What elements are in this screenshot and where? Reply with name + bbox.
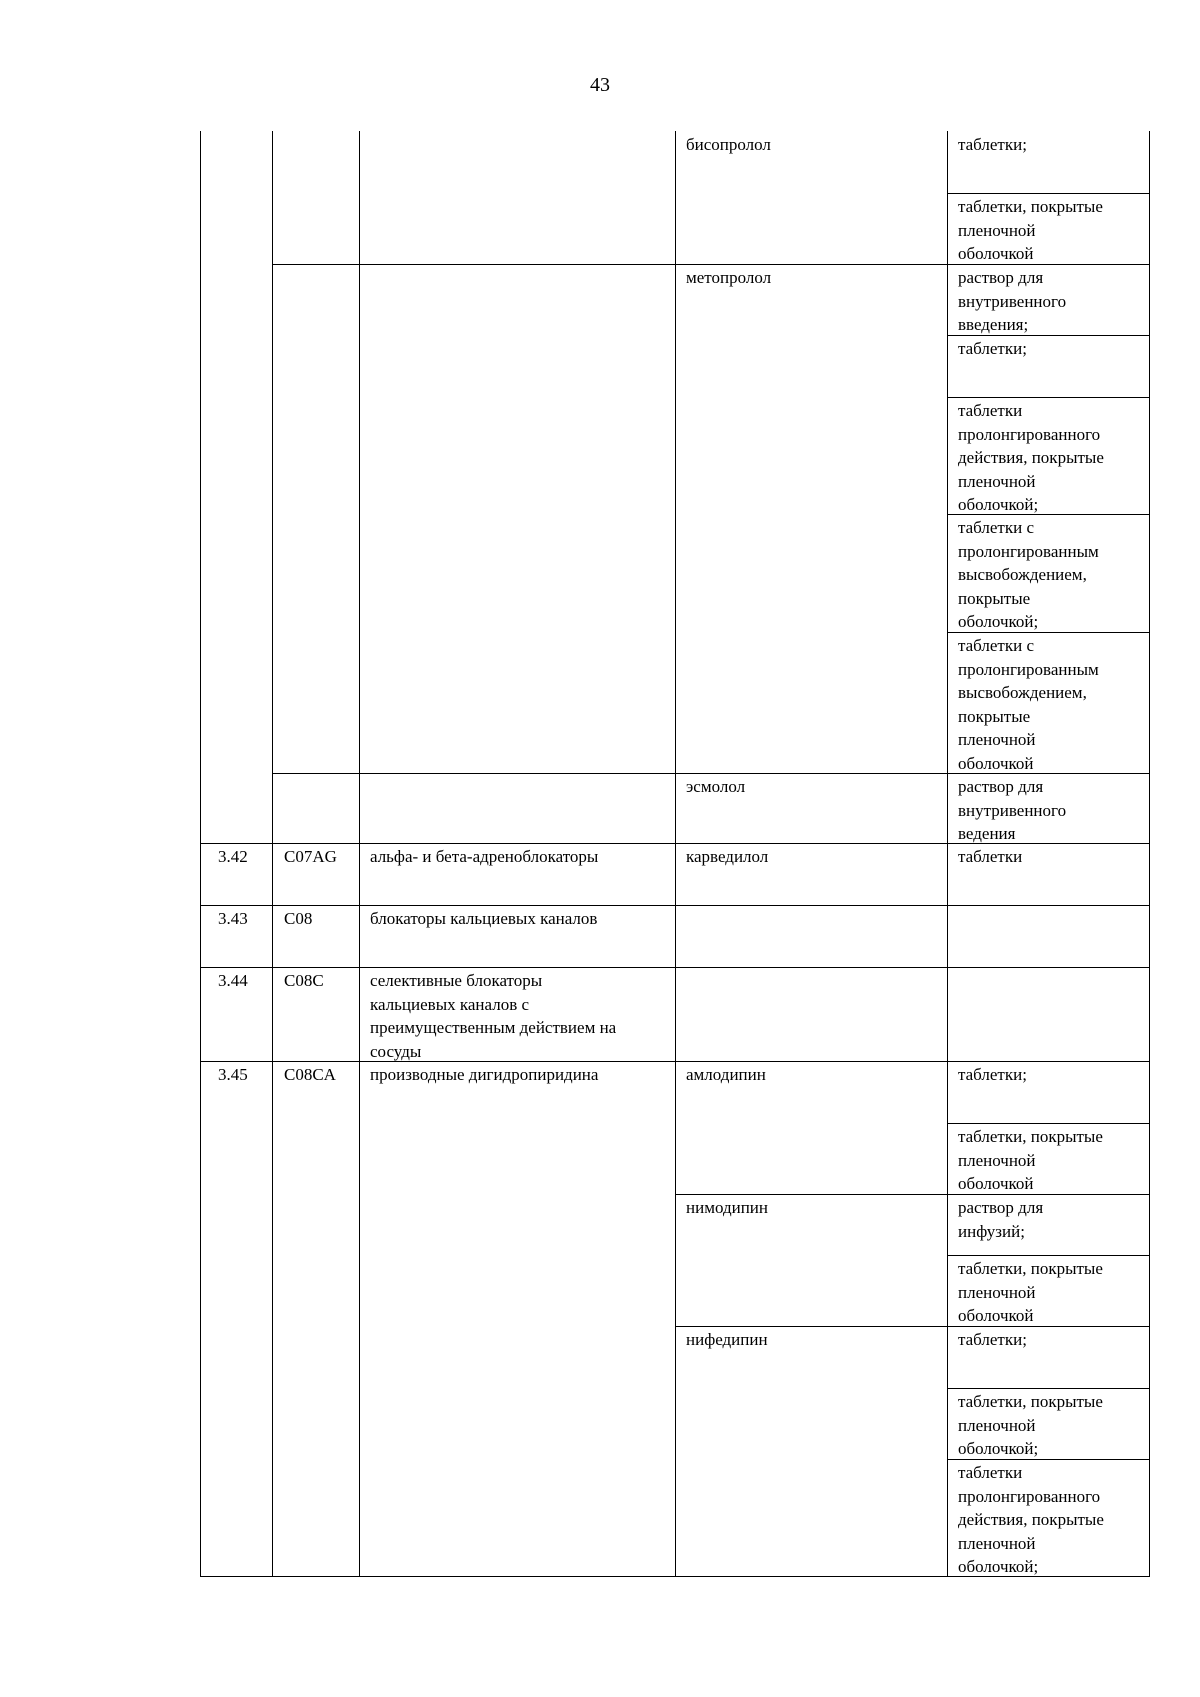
- page-number: 43: [590, 74, 610, 96]
- dosage-form: раствор для инфузий;: [958, 1198, 1044, 1241]
- grid-line: [675, 131, 676, 1576]
- grid-line: [947, 131, 948, 1576]
- grid-line: [947, 1255, 1150, 1256]
- group-name: альфа- и бета-адреноблокаторы: [370, 847, 599, 866]
- dosage-form: таблетки, покрытые пленочной оболочкой;: [958, 1392, 1103, 1458]
- drug-name: бисопролол: [686, 135, 771, 154]
- dosage-form: таблетки, покрытые пленочной оболочкой: [958, 197, 1103, 263]
- row-number: 3.44: [218, 971, 248, 990]
- grid-line: [200, 905, 1150, 906]
- grid-line: [272, 131, 273, 1576]
- grid-line: [1149, 131, 1150, 1576]
- grid-line: [359, 131, 360, 1576]
- drug-name: нифедипин: [686, 1330, 768, 1349]
- group-name: селективные блокаторы кальциевых каналов с преимущественным действием на сосуды: [370, 971, 617, 1061]
- grid-line: [947, 397, 1150, 398]
- dosage-form: таблетки, покрытые пленочной оболочкой: [958, 1127, 1103, 1193]
- row-number: 3.42: [218, 847, 248, 866]
- dosage-form: таблетки;: [958, 1330, 1027, 1349]
- dosage-form: раствор для внутривенного введения;: [958, 268, 1067, 334]
- grid-line: [200, 967, 1150, 968]
- atc-code: C08C: [284, 971, 324, 990]
- dosage-form: таблетки;: [958, 1065, 1027, 1084]
- dosage-form: таблетки;: [958, 135, 1027, 154]
- row-number: 3.43: [218, 909, 248, 928]
- grid-line: [947, 193, 1150, 194]
- row-number: 3.45: [218, 1065, 248, 1084]
- grid-line: [200, 1061, 1150, 1062]
- dosage-form: таблетки с пролонгированным высвобождением, покрытые пленочной оболочкой: [958, 636, 1099, 773]
- drug-name: амлодипин: [686, 1065, 766, 1084]
- group-name: блокаторы кальциевых каналов: [370, 909, 598, 928]
- dosage-form: таблетки: [958, 847, 1023, 866]
- dosage-form: таблетки;: [958, 339, 1027, 358]
- drug-name: эсмолол: [686, 777, 746, 796]
- grid-line: [200, 131, 201, 1576]
- dosage-form: раствор для внутривенного ведения: [958, 777, 1067, 843]
- atc-code: C07AG: [284, 847, 337, 866]
- atc-code: C08CA: [284, 1065, 336, 1084]
- grid-line: [947, 1388, 1150, 1389]
- drug-name: метопролол: [686, 268, 772, 287]
- atc-code: C08: [284, 909, 313, 928]
- group-name: производные дигидропиридина: [370, 1065, 599, 1084]
- dosage-form: таблетки пролонгированного действия, покрытые пленочной оболочкой;: [958, 1463, 1104, 1576]
- grid-line: [947, 1123, 1150, 1124]
- dosage-form: таблетки с пролонгированным высвобождением, покрытые оболочкой;: [958, 518, 1099, 631]
- dosage-form: таблетки пролонгированного действия, покрытые пленочной оболочкой;: [958, 401, 1104, 514]
- drug-name: нимодипин: [686, 1198, 769, 1217]
- dosage-form: таблетки, покрытые пленочной оболочкой: [958, 1259, 1103, 1325]
- drug-name: карведилол: [686, 847, 769, 866]
